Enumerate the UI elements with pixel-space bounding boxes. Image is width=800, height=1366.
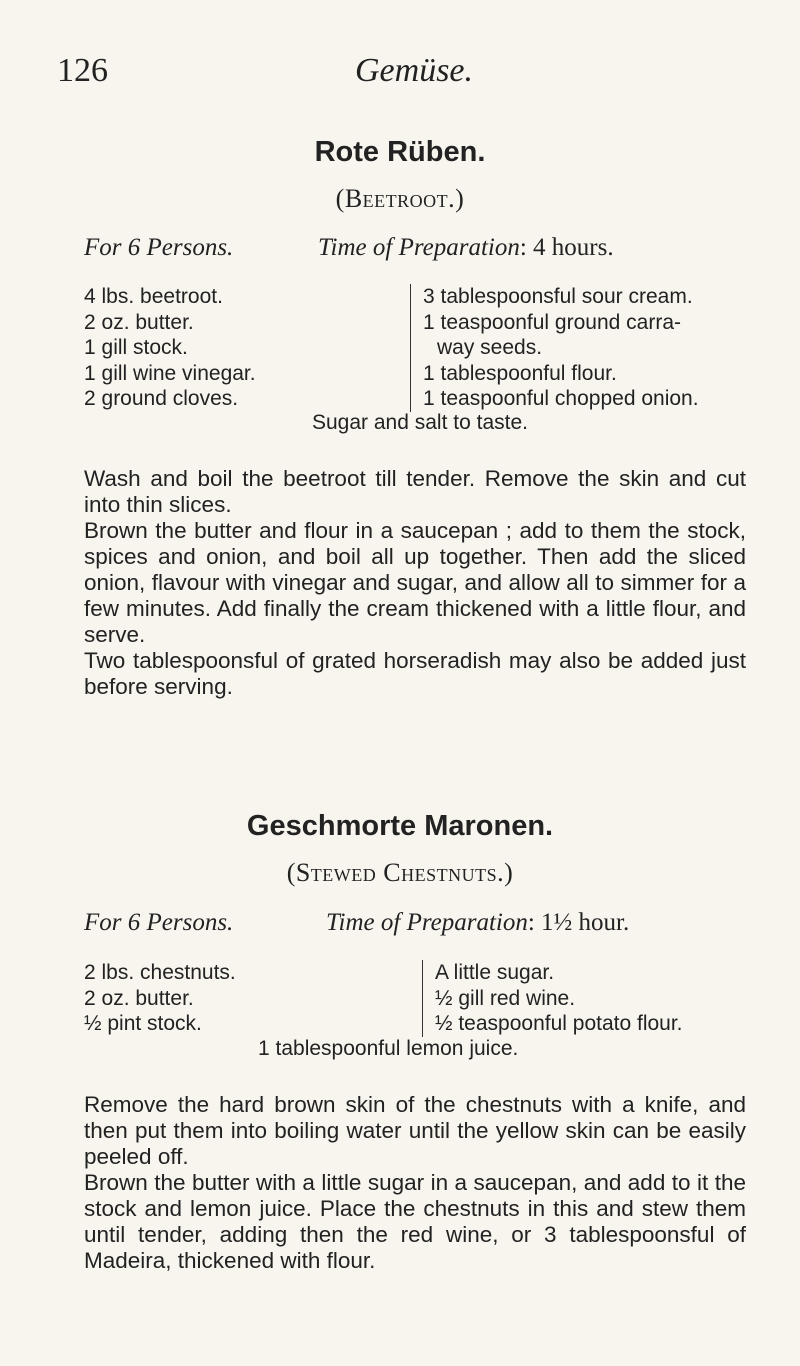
servings: For 6 Persons. <box>84 234 234 261</box>
ingredients-left <box>84 284 256 412</box>
ingredient: 2 oz. butter. <box>84 310 194 334</box>
ingredients-left <box>84 960 236 1037</box>
ingredient: ½ pint stock. <box>84 1012 202 1035</box>
ingredient: ½ gill red wine. <box>435 986 576 1010</box>
recipe-subtitle: (Beetroot.) <box>335 184 465 213</box>
ingredient: way seeds. <box>437 336 543 359</box>
ingredients-footer: Sugar and salt to taste. <box>312 411 528 434</box>
prep-time <box>318 234 614 262</box>
ingredient: 3 tablespoonsful sour cream. <box>423 285 693 308</box>
ingredient: ½ teaspoonful potato flour. <box>435 1012 683 1035</box>
ingredients-right <box>410 284 763 412</box>
method-paragraph: Brown the butter with a little sugar in a saucepan, and add to it the stock and lemon juice. Place the chestnuts in this and stew them until tender, adding then the red wine, or 3 tablespoonsful of Madeira, thickened with flour. <box>84 1170 746 1273</box>
ingredients-right <box>422 960 765 1037</box>
prep-time-label: Time of Preparation <box>326 909 528 936</box>
method-paragraph: Wash and boil the beetroot till tender. Remove the skin and cut into thin slices. <box>84 466 746 517</box>
method-text <box>84 466 746 700</box>
recipe-subtitle: (Stewed Chestnuts.) <box>286 858 514 887</box>
ingredient: A little sugar. <box>435 961 555 984</box>
recipe-title: Rote Rüben. <box>314 136 486 168</box>
prep-time-label: Time of Preparation <box>318 234 520 261</box>
ingredient: 2 oz. butter. <box>84 986 194 1010</box>
method-paragraph: Brown the butter and flour in a saucepan ; add to them the stock, spices and onion, and boil all up together. Then add the sliced onion, flavour with vinegar and sugar, and allow all to simmer for a few minutes. Add finally the cream thickened with a little flour, and serve. <box>84 518 746 647</box>
ingredient: 1 teaspoonful ground carra- <box>423 310 681 334</box>
ingredient: 2 lbs. chestnuts. <box>84 961 236 984</box>
ingredient: 4 lbs. beetroot. <box>84 285 223 308</box>
ingredient: 1 gill stock. <box>84 336 188 359</box>
page-number: 126 <box>57 52 108 89</box>
prep-time-value: : 4 hours. <box>519 234 614 261</box>
method-text <box>84 1092 746 1274</box>
ingredient: 1 gill wine vinegar. <box>84 361 256 385</box>
ingredients-footer: 1 tablespoonful lemon juice. <box>258 1037 519 1060</box>
method-paragraph: Remove the hard brown skin of the chestnuts with a knife, and then put them into boiling water until the yellow skin can be easily peeled off. <box>84 1092 746 1169</box>
prep-time <box>326 909 629 937</box>
recipe-title: Geschmorte Maronen. <box>246 810 554 842</box>
ingredient: 1 tablespoonful flour. <box>423 361 617 385</box>
method-paragraph: Two tablespoonsful of grated horseradish may also be added just before serving. <box>84 648 746 699</box>
ingredient: 2 ground cloves. <box>84 387 239 410</box>
prep-time-value: : 1½ hour. <box>527 909 630 936</box>
servings: For 6 Persons. <box>84 909 234 936</box>
ingredient: 1 teaspoonful chopped onion. <box>423 387 699 410</box>
running-title: Gemüse. <box>355 52 474 89</box>
